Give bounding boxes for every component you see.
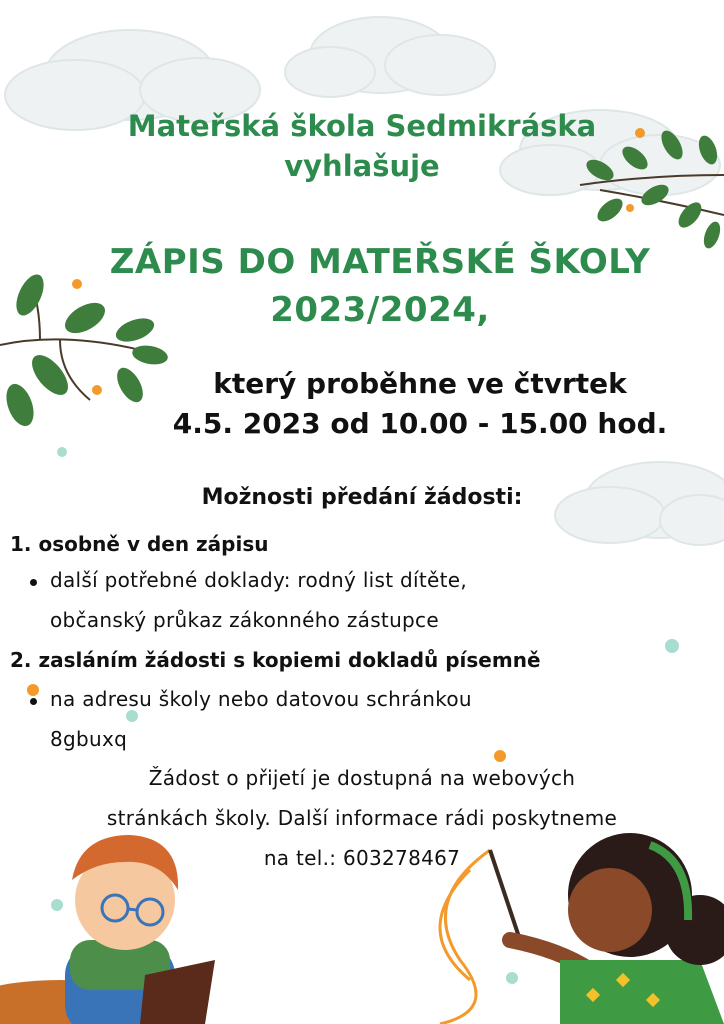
school-name: Mateřská škola Sedmikráska (127, 109, 597, 143)
date-line-1: který proběhne ve čtvrtek (213, 367, 627, 400)
bullet-icon (30, 698, 37, 705)
footer-line-1: Žádost o přijetí je dostupná na webových (148, 766, 576, 790)
footer-phone: na tel.: 603278467 (263, 846, 461, 870)
school-announces: vyhlašuje (284, 149, 440, 183)
option-1-detail-line-2: občanský průkaz zákonného zástupce (50, 608, 439, 632)
footer-line-2: stránkách školy. Další informace rádi poskytneme (106, 806, 618, 830)
option-1-detail-line-1: další potřebné doklady: rodný list dítěte, (50, 568, 468, 592)
cloud-icon (285, 17, 495, 97)
option-2-detail-line-2: 8gbuxq (50, 727, 128, 751)
option-2-title: 2. zasláním žádosti s kopiemi dokladů písemně (10, 648, 541, 672)
date-line-2: 4.5. 2023 od 10.00 - 15.00 hod. (172, 407, 668, 440)
option-1-title: 1. osobně v den zápisu (10, 532, 269, 556)
headline-title: ZÁPIS DO MATEŘSKÉ ŠKOLY (109, 242, 651, 282)
bullet-icon (30, 579, 37, 586)
option-2-detail-line-1: na adresu školy nebo datovou schránkou (50, 687, 472, 711)
options-heading: Možnosti předání žádosti: (201, 485, 523, 510)
headline-year: 2023/2024, (270, 290, 490, 330)
